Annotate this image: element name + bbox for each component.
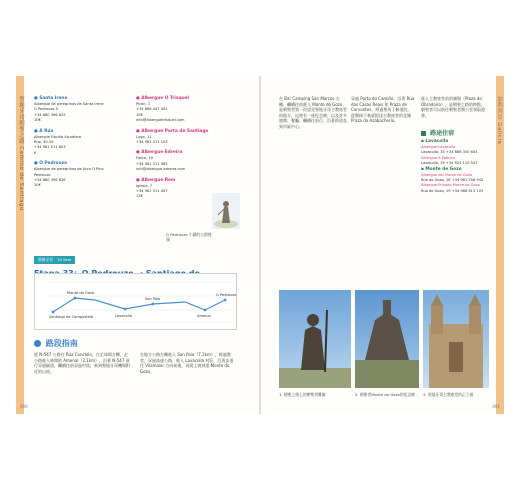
listings-column-2 [136,96,236,205]
right-text-b: 穿過 Porta do Camiño，沿著 Rúa das Casas Reais 和 Praza de Cervantes，經過聖馬丁修道院，從階梯下來就抵達主教座堂的北側 Praza da Azabachería。 [351,96,415,123]
listing-line: Albergue de peregrinos de Santa Irene [34,102,104,106]
listing-name: ● Albergue Porta de Santiago [136,128,209,134]
lodging-item-name: Albergue del Monte de Gozo [421,172,472,177]
lodging-item-name: Albergue A Fabrica [421,155,455,160]
bed-icon [421,131,426,136]
caption-2: 2. 朝聖者Monte do Gozo的紀念碑 [355,392,415,397]
listing-line: +34 660 396 825 [34,112,66,117]
lodging-item-info: Rúa do Gozo, 18 +34 981 558 942 [421,178,484,183]
book-spread [16,76,504,414]
lodging-place: ▪ Lavacolla [421,139,449,144]
lodging-title [421,128,454,137]
left-vertical-title: 聖地牙哥朝聖之路 Camino de Santiago [18,96,24,211]
route-point-label: San Paio [145,297,161,301]
route-elevation-chart [35,274,236,329]
listing-entry [136,150,236,172]
listing-line: +34 981 511 407 [136,189,168,194]
listing-line: info@albergue-edreira.com [136,167,186,172]
listing-line: 10€ [34,118,41,123]
listing-entry [136,96,236,124]
listing-entry [136,129,236,146]
listing-line: 13€ [136,194,143,199]
route-guide-title [34,338,78,349]
listing-line: info@alberguetrisquel.com [136,118,185,123]
listing-line: Lugo, 11 [136,134,152,139]
cathedral-illustration [423,290,489,388]
lodging-item-info: Rúa do Gozo, 19 +34 988 613 105 [421,188,484,193]
listing-name: ● A Rúa [34,128,54,134]
left-page [16,76,259,414]
listing-line: Albergue Espiño Alcudiero [34,134,82,139]
listing-name: ● Albergue O Trisquel [136,96,189,101]
route-guide-text-2: 在地方公路左轉進入 San Paio（7.2km），經過教堂，穿過高速公路，進入 Lavacolla 村莊，沿著步道往 Vilamaior 方向前進，再爬上坡到達 Monte do Gozo。 [140,352,234,374]
listing-line: +34 981 511 103 [136,140,168,145]
caption-1: 1. 朝聖之路上的朝聖者雕像 [279,392,326,397]
listing-entry [34,161,126,189]
listing-name: ● Albergue Edreira [136,150,183,156]
map-caption: O Pedrouzo 小鎮的公園裡頭 [166,232,212,242]
statue-illustration [212,193,240,229]
listing-line: Iglesia, 7 [136,183,153,188]
route-point-label: Lavacolla [115,314,132,318]
route-guide-text-1: 從 N-547 公路往 Rúa Concello，在足球場左轉，走小路進入林間的 Amenal（2.1km），沿著 N-547 前行穿過隧道，繼續往前穿過村落，來到聖地牙哥機場附近的山坡。 [34,352,130,374]
route-point-label: O Pedrouzo [216,293,236,297]
route-point-label: Santiago de Compostela [49,315,94,319]
listing-line: 10€ [136,112,143,117]
monument-illustration [355,290,419,388]
lodging-item-name: Albergue Lavacolla [421,145,456,149]
right-page [261,76,504,414]
right-text-c: 進入主教座堂前的廣場（Plaza do Obradoiro），是朝聖之路的終點，朝聖者可以前往朝聖者辦公室領取證書。 [421,96,485,118]
lodging-title-text: 路途住宿 [430,130,455,137]
left-page-number: 090 [20,404,28,409]
monument-photo [355,290,419,388]
listing-line: +34 686 447 402 [136,107,168,112]
route-point-label: Amenal [197,314,211,318]
caption-3: 3. 聖地牙哥主教座堂的正立面 [423,392,474,397]
listing-line: € [34,150,37,155]
listing-line: Rúa, 40-50 [34,140,54,145]
lodging-item-info: Lavacolla, 39 +34 622 110 547 [421,161,478,166]
listing-name: ● Santa Irene [34,96,68,101]
listing-line: +34 660 396 826 [34,178,66,183]
listing-line: Picón, 1 [136,102,151,106]
guide-icon [34,340,41,347]
listing-entry [34,129,126,157]
route-elevation-card [34,273,237,330]
pilgrim-statue-illustration [279,290,351,388]
pedrouzo-photo [212,193,240,229]
right-page-number: 091 [492,404,500,409]
route-point-label: Monte do Gozo [67,291,95,295]
listing-name: ● Albergue Rem [136,177,176,183]
lodging-item-info: Lavacolla, 35 +34 686 300 604 [421,150,478,155]
listing-line: +34 981 511 365 [136,161,168,166]
right-vertical-title: 加利西亞 Galicia [496,96,502,145]
route-guide-title-text: 路段指南 [45,339,78,348]
lodging-item-name: Albergue Privado Monte do Gozo [421,183,480,188]
listing-line: Fonte, 19 [136,156,153,161]
listing-line: +34 981 511 803 [34,145,66,150]
right-text-a: 在 Bar Camping San Marcos 左轉，繼續往前進入 Monte do Gozo，是朝聖者第一次望見聖地牙哥主教座堂的地方，這裡有一座紀念碑，以及許多旅館、餐廳。繼續往前行，沿著街道直到市區中心。 [279,96,347,129]
cathedral-photo [423,290,489,388]
listing-line: Albergue de peregrinos de Arca O Pino [34,167,104,172]
listing-line: 10€ [34,183,41,188]
listing-name: ● O Pedrouzo [34,161,68,167]
lodging-list [421,139,489,194]
lodging-place: ▪ Monte de Gozo [421,166,462,172]
stage-length-badge: 路線全長：19.5km [34,256,75,264]
pilgrim-statue-photo [279,290,351,388]
listings-column-1 [34,96,126,194]
listing-entry [34,96,126,124]
listing-line: Pedrouzo [34,172,51,177]
listing-line: O Pedrouzo 5 [34,107,58,112]
